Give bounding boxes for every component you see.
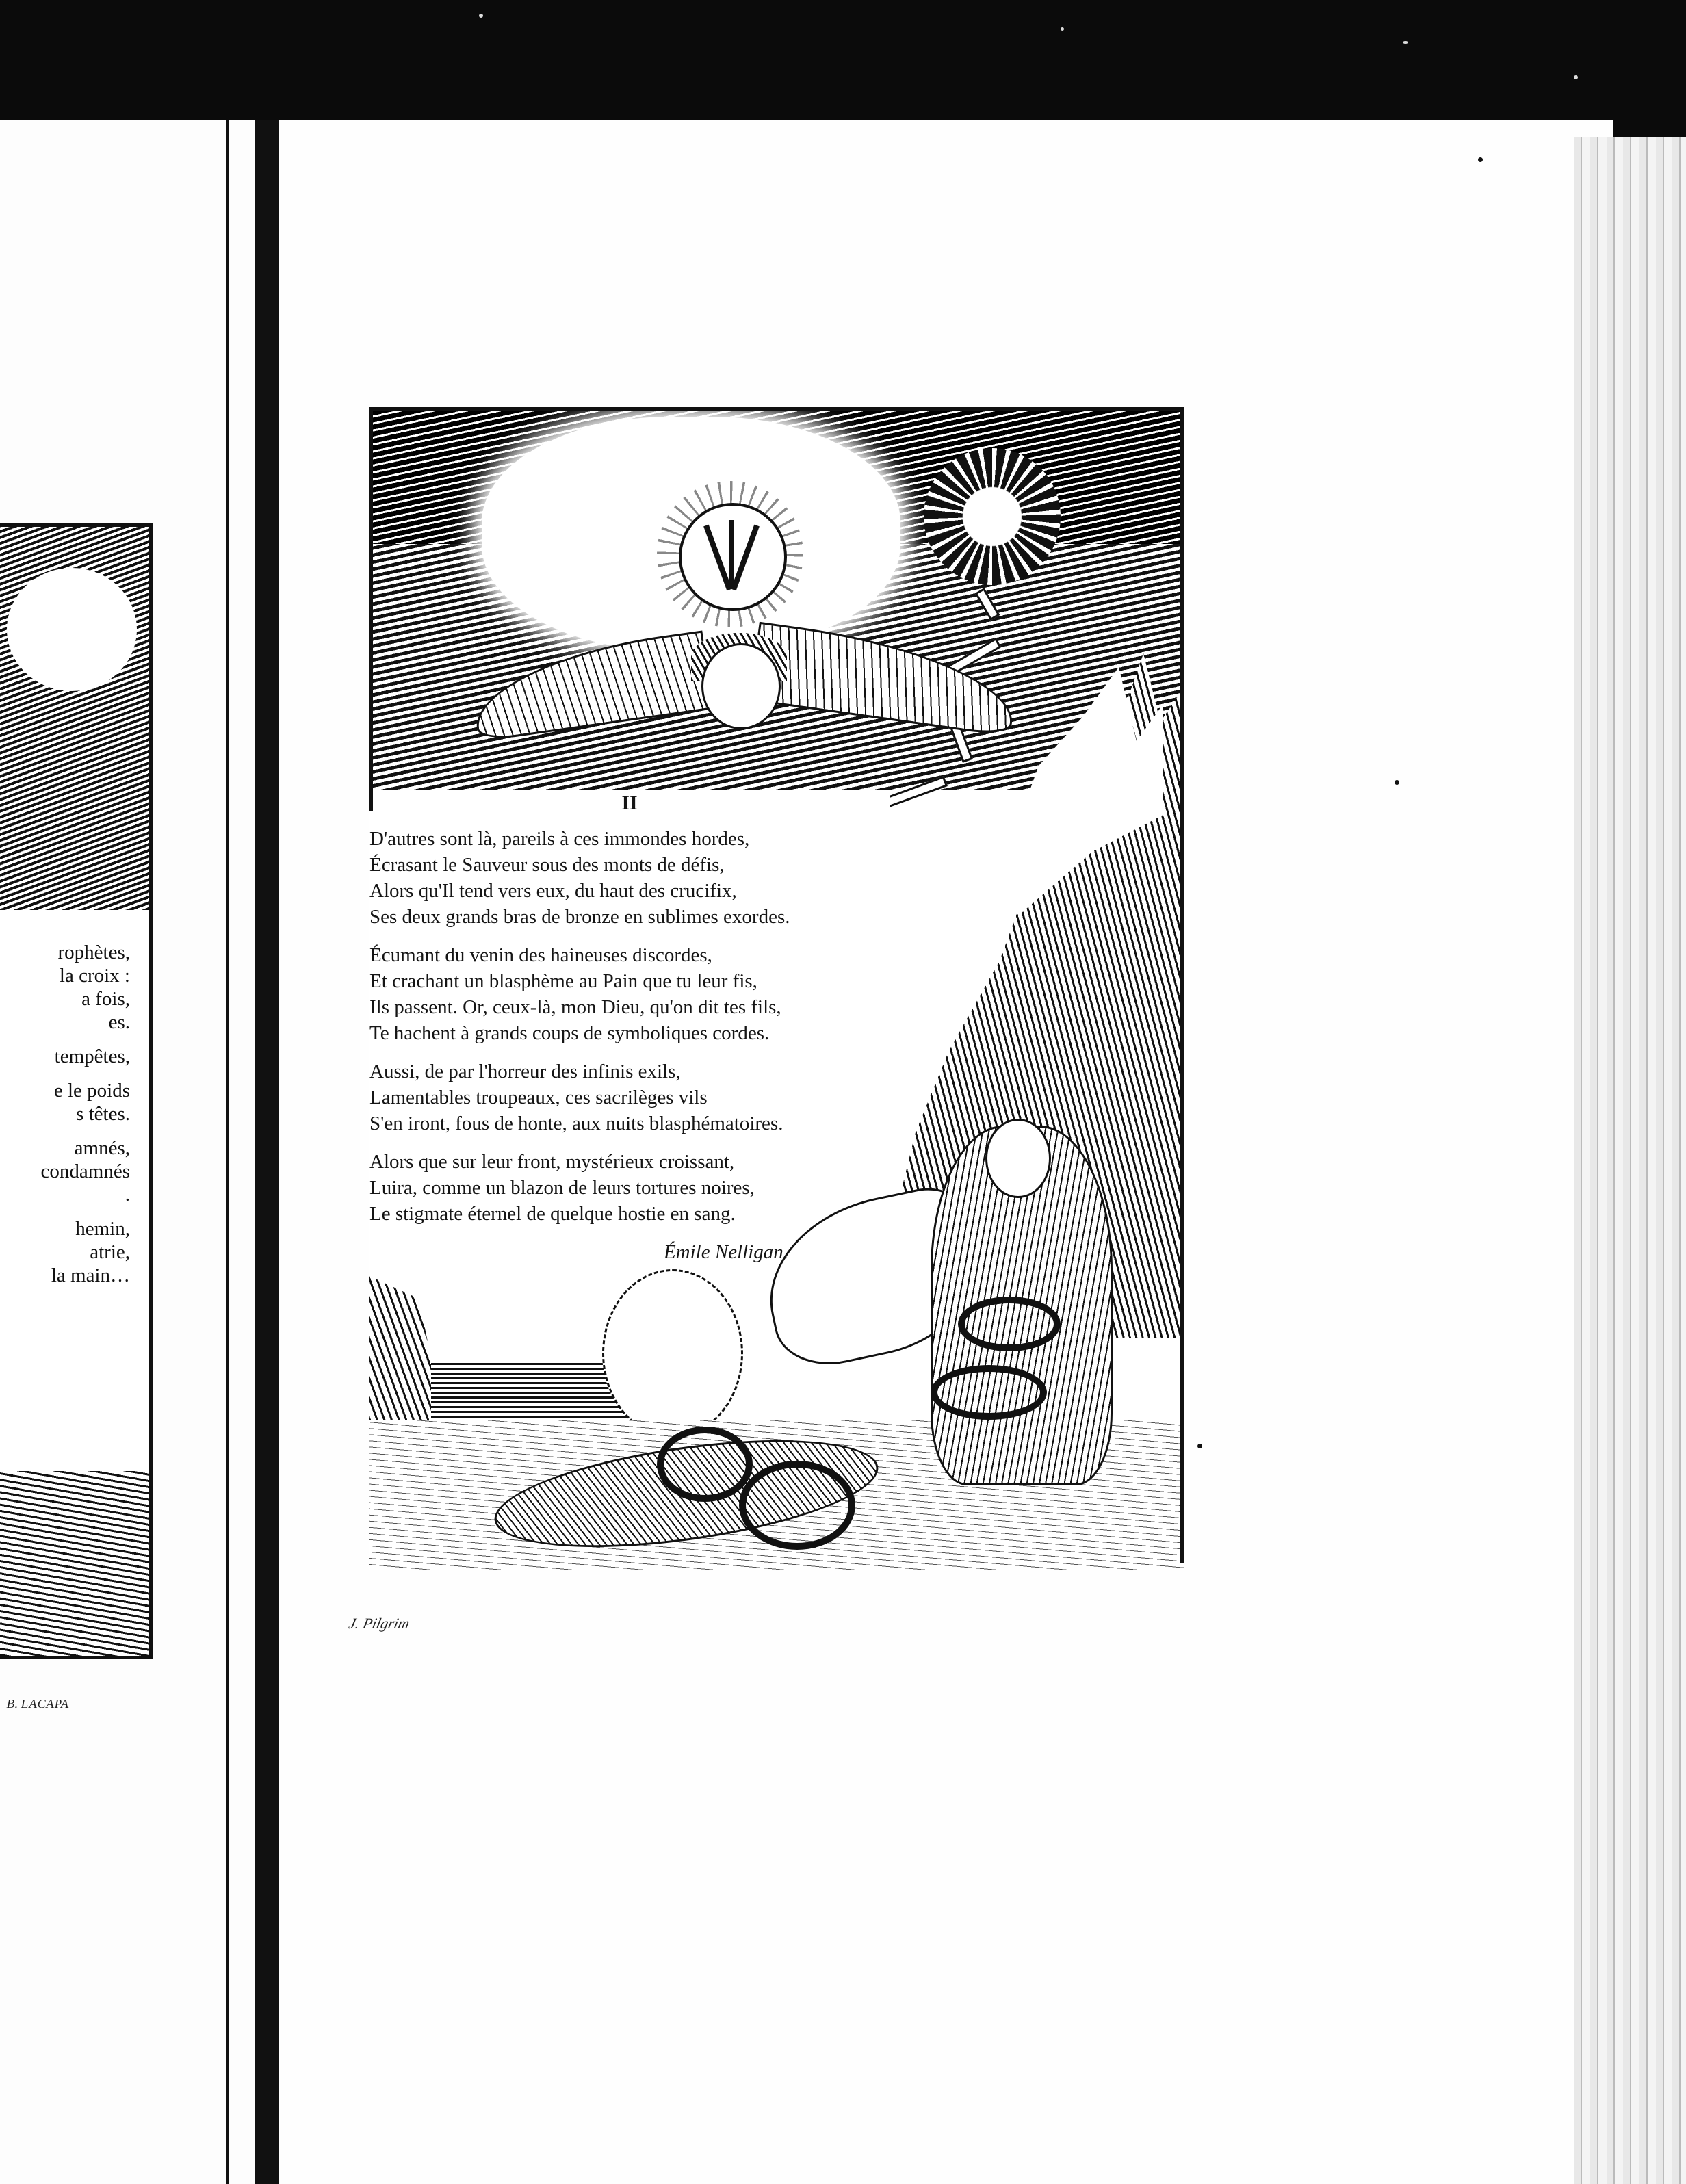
scan-background [0, 0, 1686, 120]
poem-line: Ils passent. Or, ceux-là, mon Dieu, qu'on dit tes fils, [369, 996, 781, 1018]
scan-speck [1061, 27, 1064, 31]
page-fold-line [226, 120, 229, 2184]
poem-line: Luira, comme un blazon de leurs tortures noires, [369, 1177, 755, 1199]
starburst [924, 448, 1061, 585]
poem-signature: Émile Nelligan. [663, 1241, 788, 1263]
scan-speck [1574, 75, 1578, 79]
poem-part-numeral: II [621, 792, 638, 814]
serpent [739, 1461, 855, 1550]
left-line: es. [108, 1011, 130, 1033]
left-line: amnés, [74, 1137, 130, 1159]
poem-line: S'en iront, fous de honte, aux nuits blasphématoires. [369, 1113, 783, 1134]
poem-line: Le stigmate éternel de quelque hostie en sang. [369, 1203, 736, 1225]
stanza [369, 826, 890, 930]
left-line: condamnés [40, 1160, 130, 1182]
poem-line: Ses deux grands bras de bronze en sublimes exordes. [369, 906, 790, 928]
left-line: e le poids [53, 1080, 130, 1102]
stanza [369, 1149, 890, 1227]
scan-speck [479, 14, 483, 18]
left-line: s têtes. [76, 1103, 130, 1125]
serpent [657, 1427, 753, 1502]
scan-speck [1197, 1444, 1202, 1448]
stanza [369, 942, 890, 1046]
left-line: hemin, [75, 1218, 130, 1240]
cherub-head [701, 643, 781, 729]
poem-line: Alors que sur leur front, mystérieux croissant, [369, 1151, 735, 1173]
illustration-border-top [369, 407, 1184, 411]
page-edges [1574, 137, 1686, 2184]
poem-line: D'autres sont là, pareils à ces immondes hordes, [369, 828, 750, 850]
left-line: la croix : [59, 965, 130, 987]
scan-speck [1478, 157, 1483, 162]
book-gutter [255, 120, 279, 2184]
left-line: . [125, 1184, 130, 1206]
poem-line: Aussi, de par l'horreur des infinis exils, [369, 1061, 681, 1082]
scan-speck [1395, 780, 1399, 785]
serpent [931, 1365, 1047, 1420]
artist-signature: J. Pilgrim [347, 1615, 411, 1632]
poem-line: Et crachant un blasphème au Pain que tu leur fis, [369, 970, 757, 992]
serpent [958, 1297, 1061, 1351]
poem-line: Lamentables troupeaux, ces sacrilèges vils [369, 1087, 708, 1108]
poem-line: Écumant du venin des haineuses discordes, [369, 944, 712, 966]
nail-icon [729, 520, 734, 588]
left-line: tempêtes, [54, 1045, 130, 1067]
left-artist-signature: B. LACAPA [5, 1697, 71, 1711]
left-line: la main… [51, 1264, 130, 1286]
left-page [0, 120, 255, 2184]
left-line: atrie, [90, 1241, 130, 1263]
stanza [369, 1058, 890, 1136]
poem-line: Alors qu'Il tend vers eux, du haut des crucifix, [369, 880, 737, 902]
left-line: rophètes, [57, 941, 130, 963]
smoke-cloud [602, 1269, 743, 1438]
left-line: a fois, [81, 988, 130, 1010]
woman-head [985, 1119, 1051, 1198]
poem-line: Te hachent à grands coups de symboliques cordes. [369, 1022, 770, 1044]
illustration-border-right [1180, 407, 1184, 1563]
scan-speck [1403, 41, 1408, 44]
left-page-text [0, 941, 130, 1287]
poem-line: Écrasant le Sauveur sous des monts de défis, [369, 854, 725, 876]
poem [369, 790, 890, 1265]
illustration-border-left [369, 407, 373, 811]
